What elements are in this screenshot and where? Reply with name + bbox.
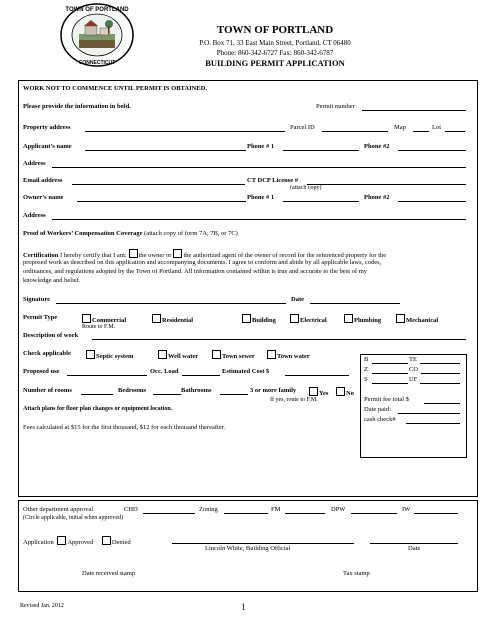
- fee-b-field[interactable]: [372, 363, 408, 364]
- no-checkbox[interactable]: [336, 387, 345, 396]
- fee-total-label: Permit fee total $: [364, 396, 409, 403]
- applicant-phone1-label: Phone # 1: [247, 143, 275, 150]
- description-label: Description of work: [23, 332, 79, 339]
- well-label: Well water: [168, 353, 199, 360]
- cash-check-field[interactable]: [406, 423, 460, 424]
- yes-label: Yes: [319, 390, 329, 397]
- revised-date: Revised Jan. 2012: [20, 603, 64, 609]
- fee-z-label: Z: [364, 366, 368, 373]
- owner-name-label: Owner’s name: [23, 194, 64, 201]
- seal-icon: [57, 2, 137, 68]
- workers-comp-line: [23, 230, 238, 237]
- property-address-label: Property address: [23, 124, 71, 131]
- check-applicable-label: Check applicable: [23, 350, 71, 357]
- residential-checkbox[interactable]: [152, 314, 161, 323]
- svg-text:TOWN OF PORTLAND: TOWN OF PORTLAND: [65, 7, 129, 13]
- other-dept-label: Other department approval: [23, 506, 94, 513]
- signature-date-field[interactable]: [310, 303, 400, 304]
- yes-checkbox[interactable]: [309, 387, 318, 396]
- certification-line-2: proposed work as described on this application and accompanying documents. I agree to conform and abide by all applicable laws, codes,: [23, 259, 382, 266]
- proposed-use-field[interactable]: [67, 375, 147, 376]
- fm-field[interactable]: [285, 513, 325, 514]
- certification-line-1: [23, 249, 386, 259]
- cash-check-label: cash check#: [364, 416, 396, 423]
- type-plumbing[interactable]: [342, 314, 381, 324]
- instruction-text: Please provide the information in bold.: [23, 103, 131, 110]
- signature-label: Signature: [23, 296, 50, 303]
- ct-dcp-label: CT DCP License #: [247, 177, 298, 184]
- town-water-checkbox[interactable]: [267, 350, 276, 359]
- type-commercial[interactable]: [80, 314, 126, 324]
- plumbing-checkbox[interactable]: [344, 314, 353, 323]
- residential-label: Residential: [162, 317, 194, 324]
- agent-checkbox[interactable]: [173, 249, 182, 258]
- electrical-label: Electrical: [300, 317, 327, 324]
- parcel-id-label: Parcel ID: [290, 124, 315, 131]
- svg-text:CONNECTICUT: CONNECTICUT: [78, 60, 116, 66]
- fee-z-field[interactable]: [372, 373, 408, 374]
- applicant-phone2-field[interactable]: [398, 150, 466, 151]
- sewer-checkbox[interactable]: [212, 350, 221, 359]
- attach-copy-note: (attach copy): [290, 185, 322, 191]
- mechanical-checkbox[interactable]: [396, 314, 405, 323]
- town-phone-fax: Phone: 860-342-6727 Fax: 860-342-6787: [216, 49, 334, 57]
- building-label: Building: [252, 317, 276, 324]
- official-signature-field[interactable]: [172, 543, 354, 544]
- town-address: P.O. Box 71, 33 East Main Street, Portland, CT 06480: [199, 39, 351, 47]
- iw-field[interactable]: [414, 513, 458, 514]
- fee-total-field[interactable]: [424, 403, 460, 404]
- owner-phone2-label: Phone #2: [364, 194, 390, 201]
- fee-co-label: CO: [409, 366, 419, 373]
- zoning-label: Zoning: [199, 506, 218, 513]
- sewer-label: Town sewer: [222, 353, 255, 360]
- certification-owner-text: the owner or: [138, 252, 172, 259]
- chd-label: CHD: [124, 506, 138, 513]
- workers-comp-note: (attach copy of form 7A, 7B, or 7C): [142, 230, 238, 237]
- email-field[interactable]: [72, 184, 245, 185]
- town-title: TOWN OF PORTLAND: [216, 24, 334, 36]
- zoning-field[interactable]: [224, 513, 268, 514]
- applicant-name-field[interactable]: [85, 150, 246, 151]
- dpw-field[interactable]: [351, 513, 397, 514]
- type-residential[interactable]: [150, 314, 193, 324]
- permit-number-label: Permit number: [316, 103, 355, 110]
- septic-label: Septic system: [96, 353, 134, 360]
- applicant-address-field[interactable]: [52, 167, 466, 168]
- three-family-yes[interactable]: [307, 387, 328, 397]
- map-label: Map: [394, 124, 406, 131]
- sewer-option[interactable]: [210, 350, 255, 360]
- owner-phone1-field[interactable]: [283, 201, 359, 202]
- work-notice: WORK NOT TO COMMENCE UNTIL PERMIT IS OBTAINED.: [23, 85, 207, 92]
- certification-label: Certification: [23, 252, 59, 259]
- date-received-stamp: Date received stamp: [82, 570, 136, 577]
- three-family-label: 3 or more family: [250, 387, 297, 394]
- lot-field[interactable]: [445, 131, 465, 132]
- mechanical-label: Mechanical: [406, 317, 439, 324]
- applicant-phone2-label: Phone #2: [364, 143, 390, 150]
- permit-number-field[interactable]: [362, 110, 466, 111]
- owner-phone1-label: Phone # 1: [247, 194, 275, 201]
- fee-uf-field[interactable]: [420, 383, 460, 384]
- certification-line-4: knowledge and belief.: [23, 277, 81, 284]
- circle-applicable-note: (Circle applicable, initial when approved): [23, 515, 124, 521]
- fees-note: Fees calculated at $15 for the first thousand, $12 for each thousand thereafter.: [23, 424, 226, 431]
- bathrooms-field[interactable]: [220, 394, 248, 395]
- signature-field[interactable]: [56, 303, 286, 304]
- form-title: BUILDING PERMIT APPLICATION: [205, 58, 345, 68]
- town-seal: [57, 2, 137, 68]
- fee-s-field[interactable]: [372, 383, 408, 384]
- commercial-label: Commercial: [92, 317, 127, 324]
- applicant-name-label: Applicant’s name: [23, 143, 72, 150]
- rooms-field[interactable]: [81, 394, 113, 395]
- fee-co-field[interactable]: [421, 373, 460, 374]
- applicant-phone1-field[interactable]: [283, 150, 359, 151]
- if-yes-note: If yes, route to F.M.: [270, 397, 318, 403]
- town-water-option[interactable]: [265, 350, 310, 360]
- fee-uf-label: UF: [409, 376, 418, 383]
- occ-load-label: Occ. Load: [150, 368, 179, 375]
- type-mechanical[interactable]: [394, 314, 438, 324]
- electrical-checkbox[interactable]: [290, 314, 299, 323]
- owner-name-field[interactable]: [77, 201, 246, 202]
- fee-b-label: B: [364, 356, 369, 363]
- occ-load-field[interactable]: [182, 375, 220, 376]
- approved-label: Approved: [67, 539, 94, 546]
- rooms-label: Number of rooms: [23, 387, 72, 394]
- official-name: Lincoln White, Building Official: [205, 545, 291, 552]
- property-address-field[interactable]: [85, 131, 285, 132]
- commercial-checkbox[interactable]: [82, 314, 91, 323]
- well-option[interactable]: [156, 350, 198, 360]
- email-label: Email address: [23, 177, 63, 184]
- fee-te-label: TE: [409, 356, 417, 363]
- town-water-label: Town water: [277, 353, 310, 360]
- description-field[interactable]: [92, 339, 466, 340]
- approved-checkbox[interactable]: [57, 536, 66, 545]
- certification-text-b: the authorized agent of the owner of record for the referenced property for the: [183, 252, 387, 259]
- bedrooms-label: Bedrooms: [118, 387, 147, 394]
- proposed-use-label: Proposed use: [23, 368, 60, 375]
- workers-comp-label: Proof of Workers’ Compensation Coverage: [23, 230, 143, 237]
- certification-line-3: ordinances, and regulations adopted by the Town of Portland. All information contained within is true and accurate to the best of my: [23, 268, 368, 275]
- well-checkbox[interactable]: [158, 350, 167, 359]
- lot-label: Lot: [432, 124, 442, 131]
- iw-label: IW: [402, 506, 411, 513]
- tax-stamp: Tax stamp: [343, 570, 370, 577]
- applicant-address-label: Address: [23, 160, 46, 167]
- application-status: [23, 536, 131, 546]
- type-building[interactable]: [240, 314, 276, 324]
- building-checkbox[interactable]: [242, 314, 251, 323]
- date-paid-label: Date paid:: [364, 406, 391, 413]
- chd-field[interactable]: [143, 513, 195, 514]
- map-field[interactable]: [413, 131, 429, 132]
- estimated-cost-field[interactable]: [285, 375, 349, 376]
- fee-s-label: S: [364, 376, 368, 383]
- date-paid-field[interactable]: [398, 413, 460, 414]
- septic-checkbox[interactable]: [86, 350, 95, 359]
- denied-label: Denied: [111, 539, 131, 546]
- bathrooms-label: Bathrooms: [181, 387, 212, 394]
- plumbing-label: Plumbing: [354, 317, 382, 324]
- signature-date-label: Date: [291, 296, 304, 303]
- owner-phone2-field[interactable]: [398, 201, 466, 202]
- owner-checkbox[interactable]: [129, 249, 138, 258]
- ct-dcp-field[interactable]: [307, 184, 466, 185]
- dpw-label: DPW: [331, 506, 346, 513]
- approval-date-field[interactable]: [370, 543, 458, 544]
- fee-te-field[interactable]: [420, 363, 460, 364]
- type-electrical[interactable]: [288, 314, 327, 324]
- estimated-cost-label: Estimated Cost $: [222, 368, 270, 375]
- permit-type-label: Permit Type: [23, 314, 58, 321]
- bedrooms-field[interactable]: [153, 394, 181, 395]
- no-label: No: [346, 390, 354, 397]
- septic-option[interactable]: [84, 350, 133, 360]
- certification-text-a: I hereby certify that I am:: [58, 252, 127, 259]
- attach-plans-note: Attach plans for floor plan changes or equipment location.: [23, 406, 173, 412]
- approval-date-label: Date: [408, 545, 421, 552]
- three-family-no[interactable]: [334, 387, 354, 397]
- application-label: Application: [23, 539, 54, 546]
- page-number: 1: [241, 602, 246, 612]
- fm-label: FM: [271, 506, 281, 513]
- owner-address-label: Address: [23, 212, 46, 219]
- parcel-id-field[interactable]: [322, 131, 388, 132]
- route-fm-note: Route to F.M.: [82, 324, 116, 330]
- owner-address-field[interactable]: [52, 219, 466, 220]
- denied-checkbox[interactable]: [102, 536, 111, 545]
